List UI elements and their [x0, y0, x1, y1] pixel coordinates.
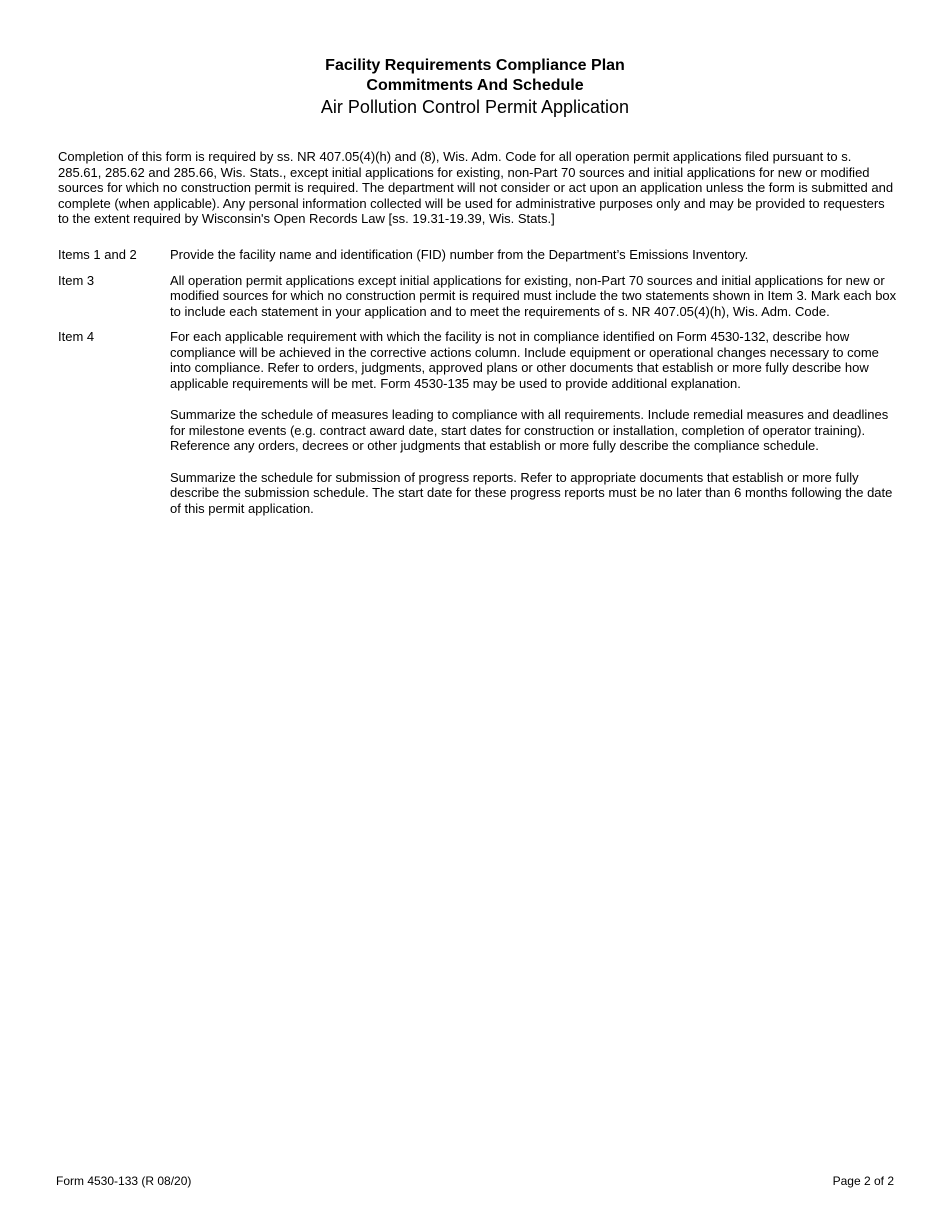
instruction-paragraph: Summarize the schedule for submission of progress reports. Refer to appropriate documents that establish or more fully describe the submission schedule. The start date for these progress reports must be no later than 6 months following the date of this permit application. — [170, 469, 893, 516]
instruction-body — [170, 329, 898, 516]
instruction-item-3 — [58, 273, 898, 320]
instruction-paragraph: Summarize the schedule of measures leading to compliance with all requirements. Include remedial measures and deadlines for milestone events (e.g. contract award date, start dates for construction or installation, completion of operator training). Reference any orders, decrees or other judgments that establish or more fully describe the compliance schedule. — [170, 407, 889, 453]
instruction-label: Items 1 and 2 — [58, 247, 137, 262]
instruction-body — [170, 273, 898, 320]
document-header — [0, 56, 950, 118]
page-title: Facility Requirements Compliance Plan — [325, 57, 625, 74]
intro-paragraph: Completion of this form is required by ss. NR 407.05(4)(h) and (8), Wis. Adm. Code for all operation permit applications filed pursuant to s. 285.61, 285.62 and 285.66, Wis. Stats., except initial applications for existing, non-Part 70 sources and initial applications for new or modified sources for which no construction permit is required. The department will not consider or act upon an application unless the form is submitted and complete (when applicable). Any personal information collected will be used for administrative purposes only and may be provided to requesters to the extent required by Wisconsin's Open Records Law [ss. 19.31-19.39, Wis. Stats.] — [58, 149, 894, 226]
page-title-line2: Commitments And Schedule — [366, 77, 584, 94]
instructions-list — [58, 247, 898, 526]
form-number: Form 4530-133 (R 08/20) — [56, 1174, 192, 1188]
instruction-label: Item 3 — [58, 272, 95, 288]
instruction-body — [170, 247, 898, 263]
instruction-item-1-2 — [58, 247, 898, 263]
page-footer — [56, 1174, 894, 1188]
instruction-paragraph: For each applicable requirement with which the facility is not in compliance identified on Form 4530-132, describe how compliance will be achieved in the corrective actions column. Include equipment or operational changes necessary to come into compliance. Refer to orders, judgments, approved plans or other documents that establish or more fully describe how applicable requirements will be met. Form 4530-135 may be used to provide additional explanation. — [170, 329, 879, 391]
instruction-label: Item 4 — [58, 329, 95, 344]
instruction-item-4 — [58, 329, 898, 516]
instruction-paragraph: All operation permit applications except initial applications for existing, non-Part 70 sources and initial applications for new or modified sources for which no construction permit is required must include the two statements shown in Item 3. Mark each box to include each statement in your application and to meet the requirements of s. NR 407.05(4)(h), Wis. Adm. Code. — [170, 272, 897, 319]
page-number: Page 2 of 2 — [832, 1174, 894, 1188]
instruction-paragraph: Provide the facility name and identification (FID) number from the Department’s Emissions Inventory. — [170, 247, 749, 262]
page-subtitle: Air Pollution Control Permit Application — [320, 97, 630, 117]
